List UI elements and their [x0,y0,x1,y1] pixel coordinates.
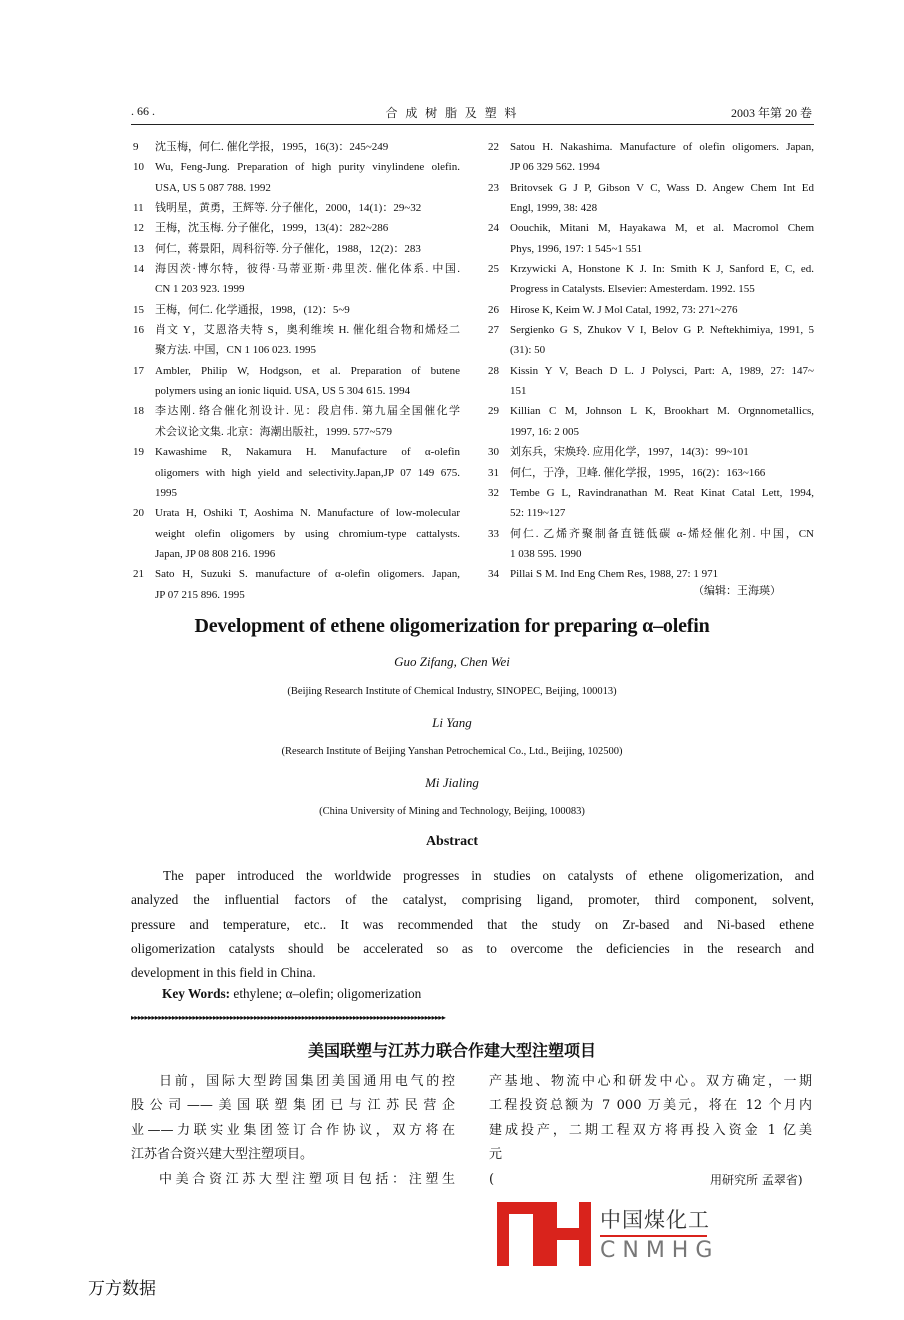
text-line: pressure and temperature, etc.. It was recommended that the study on Zr-based and Ni-based ethene [131,916,814,932]
text-line: 江苏省合资兴建大型注塑项目。 [131,1147,314,1163]
reference-text: 1995 [155,486,177,499]
watermark-logo [497,1198,720,1270]
reference-number: 26 [488,303,499,316]
reference-number: 11 [133,202,144,215]
reference-item [133,564,460,605]
reference-item [133,239,460,259]
section-divider: ▸▸▸▸▸▸▸▸▸▸▸▸▸▸▸▸▸▸▸▸▸▸▸▸▸▸▸▸▸▸▸▸▸▸▸▸▸▸▸▸▸▸▸▸▸▸▸▸▸▸▸▸▸▸▸▸▸▸▸▸▸▸▸▸▸▸▸▸▸▸▸▸▸▸▸▸▸▸▸▸▸▸▸▸▸▸▸▸▸▸▸▸ [131,1013,446,1022]
affiliation-3: (China University of Mining and Technology, Beijing, 100083) [319,806,585,817]
reference-text: Sato H, Suzuki S. manufacture of α-olefin oligomers. Japan, [155,568,460,581]
reference-number: 22 [488,141,499,153]
journal-name: 合 成 树 脂 及 塑 料 [385,106,519,120]
reference-number: 14 [133,263,144,276]
reference-item [488,524,814,565]
reference-item [488,218,814,259]
reference-text: Ambler, Philip W, Hodgson, et al. Preparation of butene [155,364,460,377]
reference-number: 24 [488,222,499,235]
reference-text: Sergienko G S, Zhukov V I, Belov G P. Neftekhimiya, 1991, 5 [510,324,814,337]
reference-text: 何仁. 乙烯齐聚制备直链低碳 α-烯烃催化剂. 中国，CN [510,527,814,540]
text-line: 工程投资总额为 7 000 万美元，将在 12 个月内 [489,1098,812,1114]
reference-number: 34 [488,568,499,581]
reference-number: 13 [133,242,144,255]
text-line: ( [489,1171,495,1187]
reference-item [488,137,814,178]
reference-text: USA, US 5 087 788. 1992 [155,181,271,194]
reference-item [133,137,460,157]
reference-text: JP 06 329 562. 1994 [510,161,600,174]
reference-item [133,259,460,300]
reference-text: 151 [510,385,527,398]
watermark-text-en: CNMHG [600,1238,720,1263]
reference-item [488,442,814,462]
reference-item [488,463,814,483]
reference-number: 9 [133,141,139,153]
keywords-value: ethylene; α–olefin; oligomerization [233,986,422,1001]
reference-item [488,178,814,219]
text-line: oligomerization catalysts should be accelerated so as to overcome the deficiencies in the research and [131,940,814,956]
abstract-heading: Abstract [425,834,479,849]
references-right-column [488,137,814,585]
reference-number: 17 [133,364,144,377]
reference-number: 16 [133,324,144,337]
reference-text: Urata H, Oshiki T, Aoshima N. Manufacture of low-molecular [155,507,460,520]
text-line: 中美合资江苏大型注塑项目包括：注塑生 [159,1171,455,1187]
reference-number: 30 [488,446,499,459]
reference-number: 18 [133,405,144,418]
reference-text: 钱明星，黄勇，王辉等. 分子催化，2000，14(1)：29~32 [155,202,422,215]
keywords-label: Key Words: [162,986,231,1001]
reference-text: 何仁，于净，卫峰. 催化学报，1995，16(2)：163~166 [510,466,766,479]
reference-number: 21 [133,568,144,581]
reference-text: oligomers with high yield and selectivity.Japan,JP 07 149 675. [155,466,460,479]
reference-item [133,300,460,320]
reference-text: Britovsek G J P, Gibson V C, Wass D. Angew Chem Int Ed [510,181,814,194]
reference-item [133,218,460,238]
reference-number: 27 [488,324,499,337]
reference-item [133,503,460,564]
reference-text: Killian C M, Johnson L K, Brookhart M. Orgnnometallics, [510,405,814,418]
reference-item [133,157,460,198]
text-line: 股公司——美国联塑集团已与江苏民营企 [131,1098,455,1114]
text-line: 业——力联实业集团签订合作协议，双方将在 [131,1122,455,1138]
reference-text: 52: 119~127 [510,507,566,520]
reference-text: Japan, JP 08 808 216. 1996 [155,547,276,560]
reference-number: 15 [133,303,144,316]
reference-text: Tembe G L, Ravindranathan M. Reat Kinat Catal Lett, 1994, [510,486,814,499]
reference-text: Krzywicki A, Honstone K J. In: Smith K J, Sanford E, C, ed. [510,263,814,276]
text-line: 建成投产，二期工程双方将再投入资金 1 亿美 [489,1122,812,1138]
reference-text: Phys, 1996, 197: 1 545~1 551 [510,242,643,255]
article-title: Development of ethene oligomerization for preparing α–olefin [194,615,710,637]
reference-number: 33 [488,527,499,540]
reference-number: 23 [488,181,499,194]
reference-text: Engl, 1999, 38: 428 [510,202,598,215]
reference-text: (31): 50 [510,344,546,357]
reference-text: Hirose K, Keim W. J Mol Catal, 1992, 73: 271~276 [510,303,738,316]
reference-text: Pillai S M. Ind Eng Chem Res, 1988, 27: 1 971 [510,568,719,581]
reference-item [488,401,814,442]
editor-note: （编辑：王海瑛） [693,584,781,597]
reference-text: Wu, Feng-Jung. Preparation of high purity vinylindene olefin. [155,161,460,174]
footer-watermark: 万方数据 [88,1279,156,1299]
keywords [162,986,421,1002]
page-number: . 66 . [131,104,155,118]
author-3: Mi Jialing [425,775,479,790]
reference-text: 术会议论文集. 北京：海潮出版社，1999. 577~579 [155,425,392,438]
author-2: Li Yang [432,715,472,730]
reference-text: 海因茨·博尔特，彼得·马蒂亚斯·弗里茨. 催化体系. 中国. [155,263,460,276]
reference-number: 29 [488,405,499,418]
reference-item [133,442,460,503]
references-left-column [133,137,460,605]
news-left-column [131,1070,455,1192]
reference-text: Oouchik, Mitani M, Hayakawa M, et al. Macromol Chem [510,222,814,235]
reference-text: 刘东兵，宋焕玲. 应用化学，1997，14(3)：99~101 [510,446,749,459]
author-1: Guo Zifang, Chen Wei [394,654,510,669]
affiliation-2: (Research Institute of Beijing Yanshan Petrochemical Co., Ltd., Beijing, 102500) [281,746,623,757]
reference-text: 聚方法. 中国，CN 1 106 023. 1995 [155,344,317,357]
reference-number: 19 [133,446,144,459]
reference-item [488,361,814,402]
reference-text: Kissin Y V, Beach D L. J Polysci, Part: A, 1989, 27: 147~ [510,364,814,377]
reference-number: 20 [133,507,144,520]
news-source: 用研究所 孟翠省) [710,1173,803,1187]
reference-text: 肖文 Y，艾恩洛夫特 S，奥利维埃 H. 催化组合物和烯烃二 [155,324,460,337]
reference-text: 1997, 16: 2 005 [510,425,580,438]
reference-item [488,320,814,361]
reference-text: polymers using an ionic liquid. USA, US 5 304 615. 1994 [155,385,411,398]
text-line: The paper introduced the worldwide progresses in studies on catalysts of ethene oligomerization, and [163,868,814,883]
news-title: 美国联塑与江苏力联合作建大型注塑项目 [307,1041,596,1060]
issue-info: 2003 年第 20 卷 [730,106,812,120]
reference-item [133,320,460,361]
text-line: 日前，国际大型跨国集团美国通用电气的控 [159,1074,455,1089]
abstract-body [131,864,814,985]
reference-item [133,361,460,402]
text-line: development in this field in China. [131,965,316,981]
reference-text: JP 07 215 896. 1995 [155,588,245,601]
reference-item [488,300,814,320]
text-line: 元 [489,1147,503,1163]
reference-number: 10 [133,161,144,174]
text-line: 产基地、物流中心和研发中心。双方确定，一期 [489,1074,812,1089]
affiliation-1: (Beijing Research Institute of Chemical Industry, SINOPEC, Beijing, 100013) [287,686,617,697]
reference-text: 王梅，何仁. 化学通报，1998，(12)：5~9 [155,303,350,316]
reference-text: 李达刚. 络合催化剂设计. 见：段启伟. 第九届全国催化学 [155,405,460,418]
reference-text: CN 1 203 923. 1999 [155,283,245,296]
reference-text: 何仁，蒋景阳，周科衍等. 分子催化，1988，12(2)：283 [155,242,421,255]
reference-text: Progress in Catalysts. Elsevier: Amesterdam. 1992. 155 [510,283,755,296]
header-rule [131,124,814,125]
text-line: analyzed the influential factors of the catalyst, comprising ligand, promoter, third component, solvent, [131,892,814,908]
reference-text: 王梅，沈玉梅. 分子催化，1999，13(4)：282~286 [155,222,389,235]
reference-number: 28 [488,364,499,377]
reference-number: 25 [488,263,499,276]
reference-text: Kawashime R, Nakamura H. Manufacture of α-olefin [155,446,460,459]
reference-text: Satou H. Nakashima. Manufacture of olefin oligomers. Japan, [510,141,814,153]
reference-number: 12 [133,222,144,235]
reference-text: 沈玉梅，何仁. 催化学报，1995，16(3)：245~249 [155,141,389,153]
reference-item [133,401,460,442]
reference-text: weight olefin oligomers by using chromium-type cattalysts. [155,527,460,540]
reference-item [133,198,460,218]
reference-number: 31 [488,466,499,479]
reference-item [488,483,814,524]
reference-item [488,259,814,300]
watermark-text-cn: 中国煤化工 [600,1208,710,1232]
reference-text: 1 038 595. 1990 [510,547,582,560]
reference-number: 32 [488,486,499,499]
